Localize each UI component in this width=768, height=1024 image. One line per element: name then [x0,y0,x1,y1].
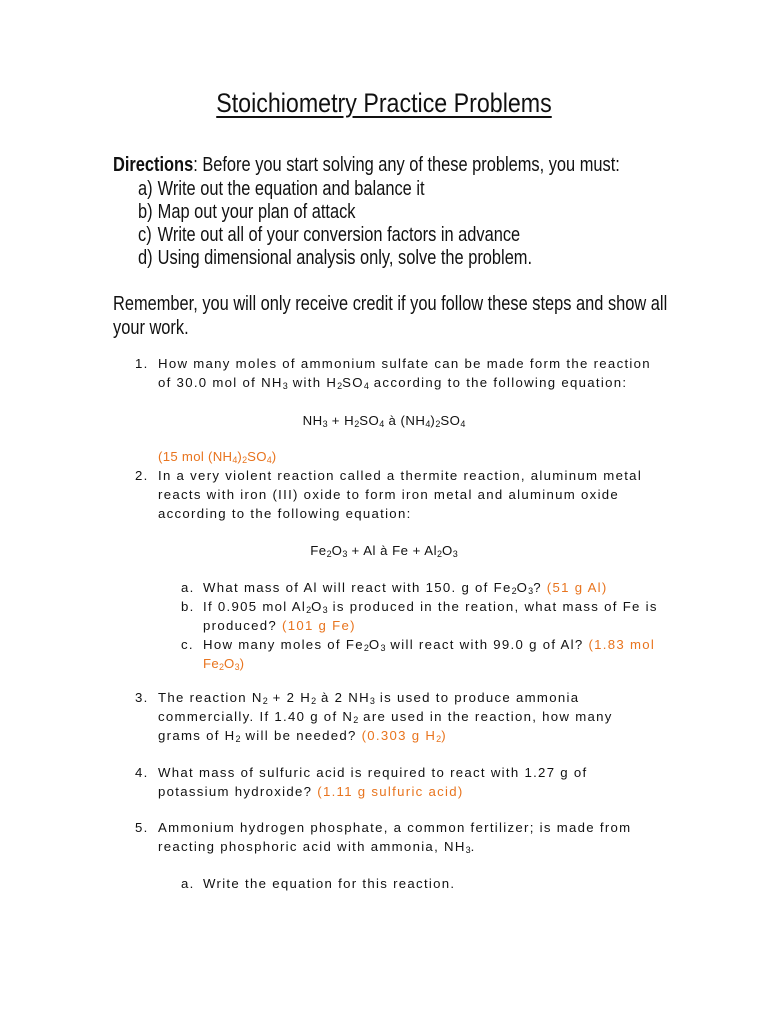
problem-1 [0,354,768,464]
problem-line: Ammonium hydrogen phosphate, a common fertilizer; is made from [158,820,632,835]
step-item [138,224,532,247]
step-item [138,201,532,224]
answer: (1.11 g sulfuric acid) [317,784,464,799]
problem-3 [0,688,768,748]
remember-line-1: Remember, you will only receive credit if you follow these steps and show all [113,293,668,315]
answer-cont: $Fe_2O_3$) [203,656,245,672]
directions-steps [138,178,532,270]
sub-question: How many moles of $Fe_2O_3$ will react with 99.0 g of Al? (1.83 mol [203,637,656,653]
problem-number: 5. [135,820,149,835]
step-item [138,247,532,270]
directions-label: Directions [113,154,194,176]
chemical-equation: $Fe_2O_3 + Al$ à $Fe + Al_2O_3$ [310,543,458,559]
directions-text: : Before you start solving any of these problems, you must: [193,154,620,176]
sub-question-cont: produced? (101 g Fe) [203,618,356,633]
step-label: a) [138,178,153,200]
sub-label: c. [181,637,194,652]
problem-line: commercially. If 1.40 g of $N_2$ are used in the reaction, how many [158,709,613,725]
problem-number: 1. [135,356,149,371]
page-title: Stoichiometry Practice Problems [216,88,552,118]
answer: (101 g Fe) [282,618,356,633]
problem-line: grams of $H_2$ will be needed? (0.303 g $H_2$) [158,728,447,744]
problem-line: reacts with iron (III) oxide to form iron metal and aluminum oxide [158,487,620,502]
sub-questions [181,874,581,894]
remember-line-2: your work. [113,317,189,339]
directions-line [113,154,620,177]
answer: (15 mol $(NH_4)_2SO_4$) [158,449,277,465]
problem-line: according to the following equation: [158,506,412,521]
problem-4 [0,763,768,803]
sub-question: Write the equation for this reaction. [203,876,456,891]
step-text: Write out the equation and balance it [157,178,425,200]
step-label: d) [138,247,153,269]
step-text: Map out your plan of attack [157,201,356,223]
problem-number: 3. [135,690,149,705]
answer: (51 g Al) [546,580,608,595]
step-item [138,178,532,201]
problem-line: reacting phosphoric acid with ammonia, $NH_3$. [158,839,476,855]
sub-question: What mass of Al will react with 150. g of $Fe_2O_3$? (51 g Al) [203,580,608,596]
step-text: Write out all of your conversion factors in advance [157,224,521,246]
problem-number: 2. [135,468,149,483]
problem-line: of 30.0 mol of $NH_3$ with $H_2SO_4$ according to the following equation: [158,375,628,391]
sub-label: a. [181,580,195,595]
problem-5 [0,818,768,898]
problem-line: How many moles of ammonium sulfate can be made form the reaction [158,356,651,371]
problem-line: potassium hydroxide? (1.11 g sulfuric acid) [158,784,464,799]
sub-label: b. [181,599,195,614]
problem-number: 4. [135,765,149,780]
problem-line: What mass of sulfuric acid is required to react with 1.27 g of [158,765,588,780]
answer: (0.303 g $H_2$) [361,728,447,744]
sub-questions [181,578,741,678]
step-label: c) [138,224,152,246]
problem-2 [0,466,768,676]
sub-label: a. [181,876,195,891]
chemical-equation: $NH_3 + H_2SO_4$ à $(NH_4)_2SO_4$ [302,413,466,429]
sub-question: If 0.905 mol $Al_2O_3$ is produced in the reation, what mass of Fe is [203,599,658,615]
problem-line: In a very violent reaction called a thermite reaction, aluminum metal [158,468,643,483]
answer: (1.83 mol [588,637,656,652]
step-label: b) [138,201,153,223]
remember-note [113,292,667,340]
step-text: Using dimensional analysis only, solve the problem. [157,247,533,269]
problem-line: The reaction $N_2 + 2$ $H_2$ à 2 $NH_3$ is used to produce ammonia [158,690,580,706]
